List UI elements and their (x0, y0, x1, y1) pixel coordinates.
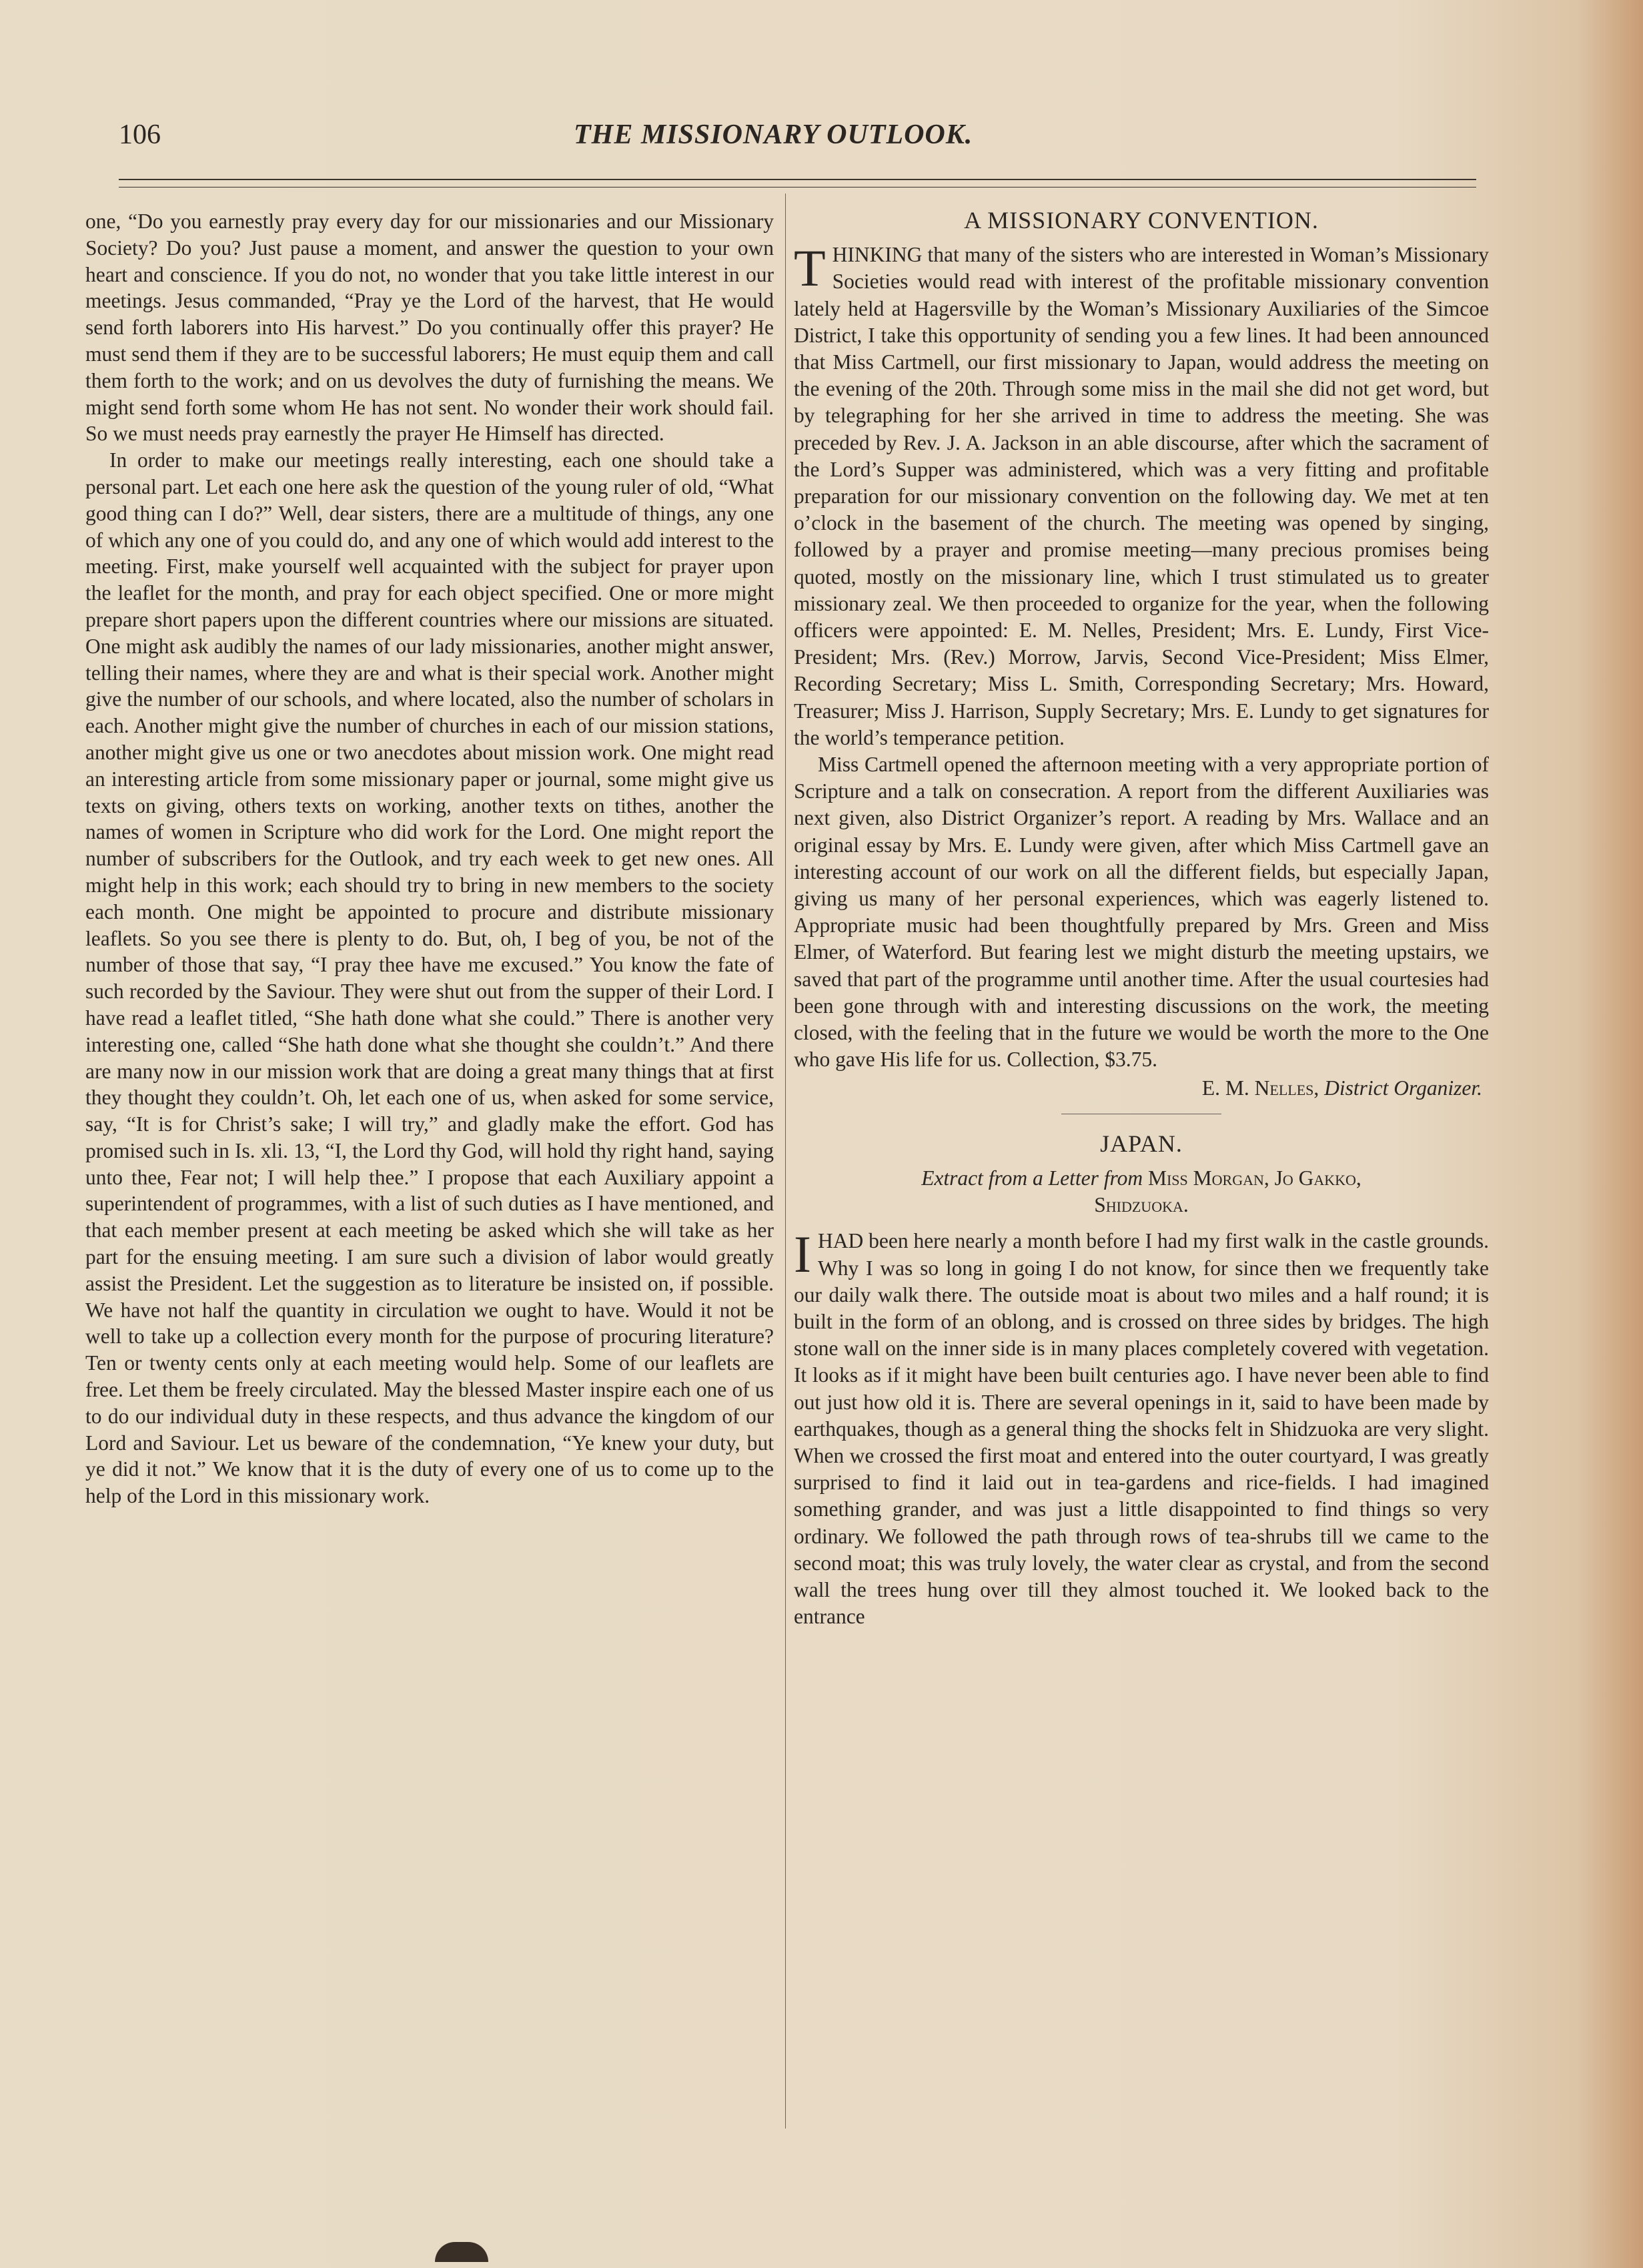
extract-author: Miss Morgan, Jo Gakko, (1147, 1166, 1361, 1190)
left-column (85, 208, 774, 1509)
convention-paragraph: Miss Cartmell opened the afternoon meeting with a very appropriate portion of Scripture and a talk on consecration. A report from the different Auxiliaries was next given, also District Organizer’s report. A reading by Mrs. Wallace and an original essay by Mrs. E. Lundy were given, after which Miss Cartmell gave an interesting account of our work on all the different fields, but especially Japan, giving us many of her personal experiences, which was eagerly listened to. Appropriate music had been thoughtfully prepared by Mrs. Green and Miss Elmer, of Waterford. But fearing lest we might disturb the meeting upstairs, we saved that part of the programme until another time. After the usual courtesies had been gone through with and interesting discussions on the work, the meeting closed, with the feeling that in the future we would be worth the more to the One who gave His life for us. Collection, $3.75. (794, 753, 1489, 1072)
body-paragraph: In order to make our meetings really interesting, each one should take a personal part. Let each one here ask the question of the young ruler of old, “What good thing can I do?” Well, dear sisters, there are a multitude of things, any one of which any one of you could do, and any one of which would add interest to the meeting. First, make yourself well acquainted with the subject for prayer upon the leaflet for the month, and pray for each object specified. One or more might prepare short papers upon the different countries where our missions are situated. One might ask audibly the names of our lady missionaries, another might answer, telling their names, where they are and what is their special work. Another might give the number of our schools, and where located, also the number of scholars in each. Another might give the number of churches in each of our mission stations, another might give us one or two anecdotes about mission work. One might read an interesting article from some missionary paper or journal, some might give us texts on giving, others texts on working, another texts on tithes, another the names of women in Scripture who did work for the Lord. One might report the number of subscribers for the Outlook, and try each week to get new ones. All might help in this work; each should try to bring in new members to the society each month. One might be appointed to procure and distribute missionary leaflets. So you see there is plenty to do. But, oh, I beg of you, be not of the number of those that say, “I pray thee have me excused.” You know the fate of such recorded by the Saviour. They were shut out from the supper of their Lord. I have read a leaflet titled, “She hath done what she could.” There is another very interesting one, called “She hath done what she thought she couldn’t.” And there are many now in our mission work that are doing a great many things that at first they thought they couldn’t. Oh, let each one of us, when asked for some service, say, “It is for Christ’s sake; I will try,” and gladly make the effort. God has promised such in Is. xli. 13, “I, the Lord thy God, will hold thy right hand, saying unto thee, Fear not; I will help thee.” I propose that each Auxiliary appoint a superintendent of programmes, with a list of such duties as I have mentioned, and that each member present at each meeting be asked which she will take as her part for the ensuing meeting. I am sure such a division of labor would greatly assist the President. Let the suggestion as to literature be insisted on, if possible. We have not half the quantity in circulation we ought to have. Would it not be well to take up a collection every month for the purpose of procuring literature? Ten or twenty cents only at each meeting would help. Some of our leaflets are free. Let them be freely circulated. May the blessed Master inspire each one of us to do our individual duty in these respects, and thus advance the kingdom of our Lord and Saviour. Let us beware of the condemnation, “Ye knew your duty, but ye did it not.” We know that it is the duty of every one of us to come up to the help of the Lord in this missionary work. (85, 448, 774, 1508)
ink-smudge (435, 2242, 488, 2262)
header-rule (119, 179, 1476, 180)
convention-paragraph (794, 239, 1489, 751)
page-number: 106 (119, 119, 161, 150)
drop-cap: I (794, 1225, 811, 1284)
signature (794, 1075, 1489, 1102)
extract-byline (794, 1165, 1489, 1218)
japan-paragraph (794, 1225, 1489, 1630)
running-title: THE MISSIONARY OUTLOOK. (574, 119, 973, 150)
right-column (794, 207, 1489, 1630)
column-divider (785, 194, 786, 2129)
drop-cap: T (794, 239, 826, 298)
body-paragraph: one, “Do you earnestly pray every day for our missionaries and our Missionary Society? Do you? Just pause a moment, and answer the question to your own heart and conscience. If you do not, no wonder that you take little interest in our meetings. Jesus commanded, “Pray ye the Lord of the harvest, that He would send forth laborers into His harvest.” Do you continually offer this prayer? He must send them if they are to be successful laborers; He must equip them and call them forth to the work; and on us devolves the duty of furnishing the means. We might send forth some whom He has not sent. No wonder their work should fail. So we must needs pray earnestly the prayer He Himself has directed. (85, 210, 774, 446)
extract-intro: Extract from a Letter from (921, 1166, 1143, 1190)
japan-paragraph-text: HAD been here nearly a month before I had my first walk in the castle grounds. Why I was so long in going I do not know, for since then we frequently take our daily walk there. The outside moat is about two miles and a half round; it is built in the form of an oblong, and is crossed on three sides by bridges. The high stone wall on the inner side is in many places completely covered with vegetation. It looks as if it might have been built centuries ago. I have never been able to find out just how old it is. There are several openings in it, said to have been made by earthquakes, though as a general thing the shocks felt in Shidzuoka are very slight. When we crossed the first moat and entered into the outer courtyard, I was greatly surprised to find it laid out in tea-gardens and rice-fields. I had imagined something grander, and was just a little disappointed to find things so very ordinary. We followed the path through rows of tea-shrubs till we came to the second moat; this was truly lovely, the water clear as crystal, and from the second wall the trees hung over till they almost touched it. We looked back to the entrance (794, 1229, 1489, 1629)
convention-paragraph-text: HINKING that many of the sisters who are interested in Woman’s Missionary Societies would read with interest of the profitable missionary convention lately held at Hagersville by the Woman’s Missionary Auxiliaries of the Simcoe District, I take this opportunity of sending you a few lines. It had been announced that Miss Cartmell, our first missionary to Japan, would address the meeting on the evening of the 20th. Through some miss in the mail she did not get word, but by telegraphing for her she arrived in time to address the meeting. She was preceded by Rev. J. A. Jackson in an able discourse, after which the sacrament of the Lord’s Supper was administered, which was a very fitting and profitable preparation for our missionary convention on the following day. We met at ten o’clock in the basement of the church. The meeting was opened by singing, followed by a prayer and promise meeting—many precious promises being quoted, mostly on the missionary line, which I trust stimulated us to greater missionary zeal. We then proceeded to organize for the year, when the following officers were appointed: E. M. Nelles, President; Mrs. E. Lundy, First Vice-President; Mrs. (Rev.) Morrow, Jarvis, Second Vice-President; Miss Elmer, Recording Secretary; Miss L. Smith, Corresponding Secretary; Mrs. Howard, Treasurer; Miss J. Harrison, Supply Secretary; Mrs. E. Lundy to get signatures for the world’s temperance petition. (794, 243, 1489, 749)
signature-title: District Organizer. (1324, 1076, 1482, 1100)
article-heading-convention: A MISSIONARY CONVENTION. (964, 207, 1319, 234)
extract-place: Shidzuoka. (1094, 1193, 1189, 1217)
signature-name: E. M. Nelles, (1201, 1076, 1319, 1100)
article-heading-japan: JAPAN. (1100, 1130, 1183, 1157)
